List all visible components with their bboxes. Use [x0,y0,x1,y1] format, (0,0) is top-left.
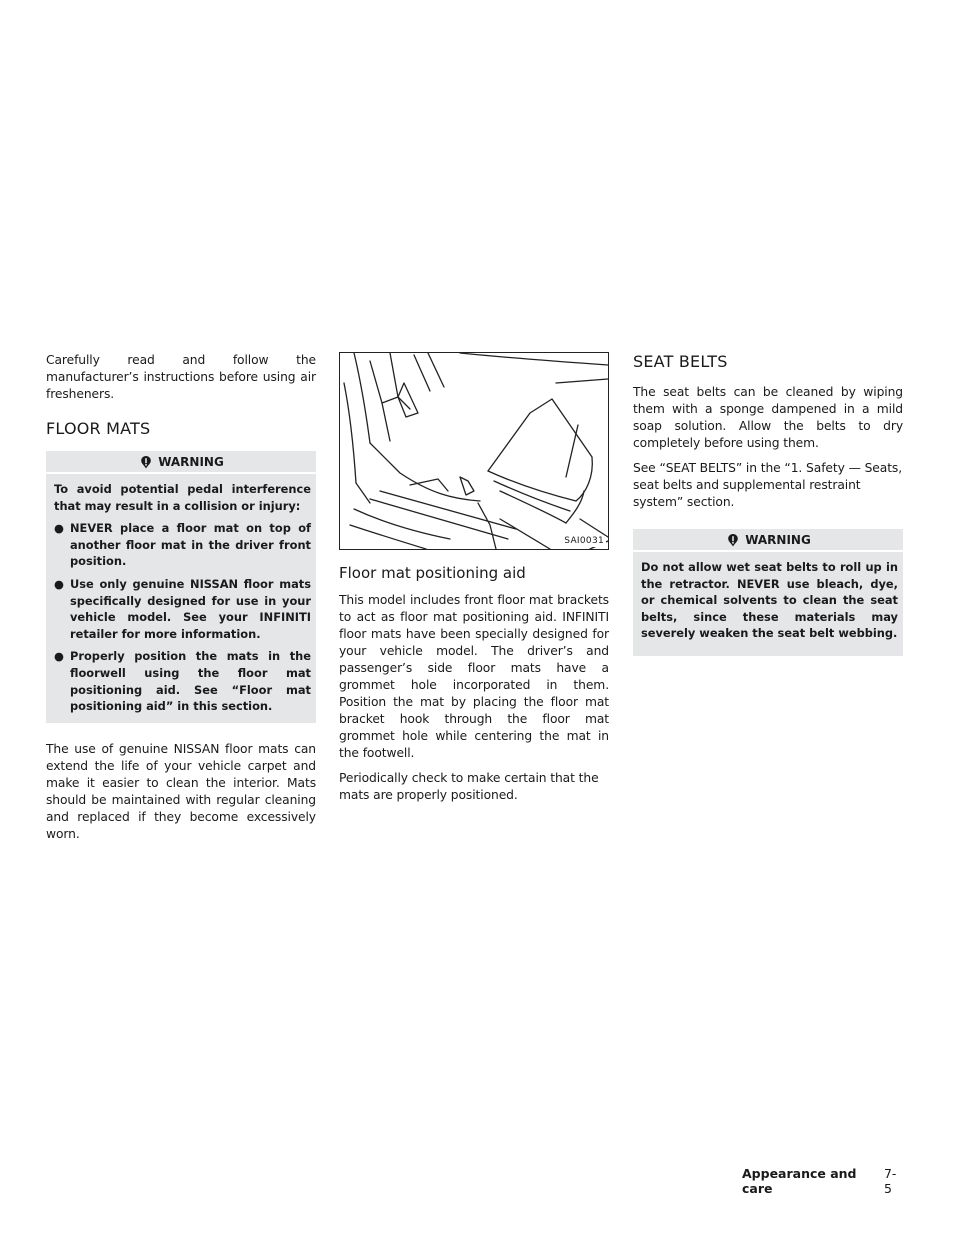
warning-icon [138,454,154,470]
positioning-aid-paragraph: This model includes front floor mat brackets to act as floor mat positioning aid. INFINITI floor mats have been specially designed for your vehicle model. The driver’s and passenger’s side floor mats have a grommet hole incorporated in them. Position the mat by placing the floor mat bracket hook through the floor mat grommet hole while centering the mat in the footwell. [339,593,609,760]
column-right [633,352,903,656]
warning-item: ● NEVER place a floor mat on top of another floor mat in the driver front position. [54,521,311,569]
bullet-icon: ● [54,521,64,536]
column-left [46,352,316,851]
warning-icon [725,532,741,548]
page-number: 7-5 [883,1166,897,1196]
floor-mats-warning [46,451,316,723]
bullet-icon: ● [54,576,64,591]
footer-section-name: Appearance and care [742,1166,857,1196]
warning-label: WARNING [745,532,811,547]
warning-item: ● Use only genuine NISSAN floor mats specifically designed for use in your vehicle model. See your INFINITI retailer for more information. [54,576,311,641]
seat-belts-cleaning-paragraph: The seat belts can be cleaned by wiping them with a sponge dampened in a mild soap solution. Allow the belts to dry completely before using them. [633,385,903,450]
warning-item: ● Properly position the mats in the floorwell using the floor mat positioning aid. See “Floor mat positioning aid” in this section. [54,649,311,714]
intro-paragraph: Carefully read and follow the manufacturer’s instructions before using air fresheners. [46,353,316,401]
column-middle [339,352,609,812]
warning-label: WARNING [158,454,224,469]
positioning-check-paragraph: Periodically check to make certain that the mats are properly positioned. [339,771,599,802]
warning-body [46,474,316,723]
warning-lead: To avoid potential pedal interference that may result in a collision or injury: [54,482,311,513]
seat-belts-warning [633,529,903,656]
warning-list [54,520,311,715]
seat-belts-reference-paragraph: See “SEAT BELTS” in the “1. Safety — Seats, seat belts and supplemental restraint system” section. [633,461,903,509]
floor-mats-heading: FLOOR MATS [46,419,151,438]
warning-text: Do not allow wet seat belts to roll up in the retractor. NEVER use bleach, dye, or chemical solvents to clean the seat belts, since these materials may severely weaken the seat belt webbing. [641,560,898,641]
warning-header [633,529,903,550]
warning-header [46,451,316,472]
floor-mat-illustration [339,352,609,550]
floor-mats-body: The use of genuine NISSAN floor mats can extend the life of your vehicle carpet and make it easier to clean the interior. Mats should be maintained with regular cleaning and replaced if they become excessively worn. [46,741,316,841]
warning-body [633,552,903,656]
page-footer [742,1166,902,1196]
figure-code: SAI0031 [564,536,604,546]
positioning-aid-heading: Floor mat positioning aid [339,564,526,582]
bullet-icon: ● [54,649,64,664]
seat-belts-heading: SEAT BELTS [633,352,728,371]
